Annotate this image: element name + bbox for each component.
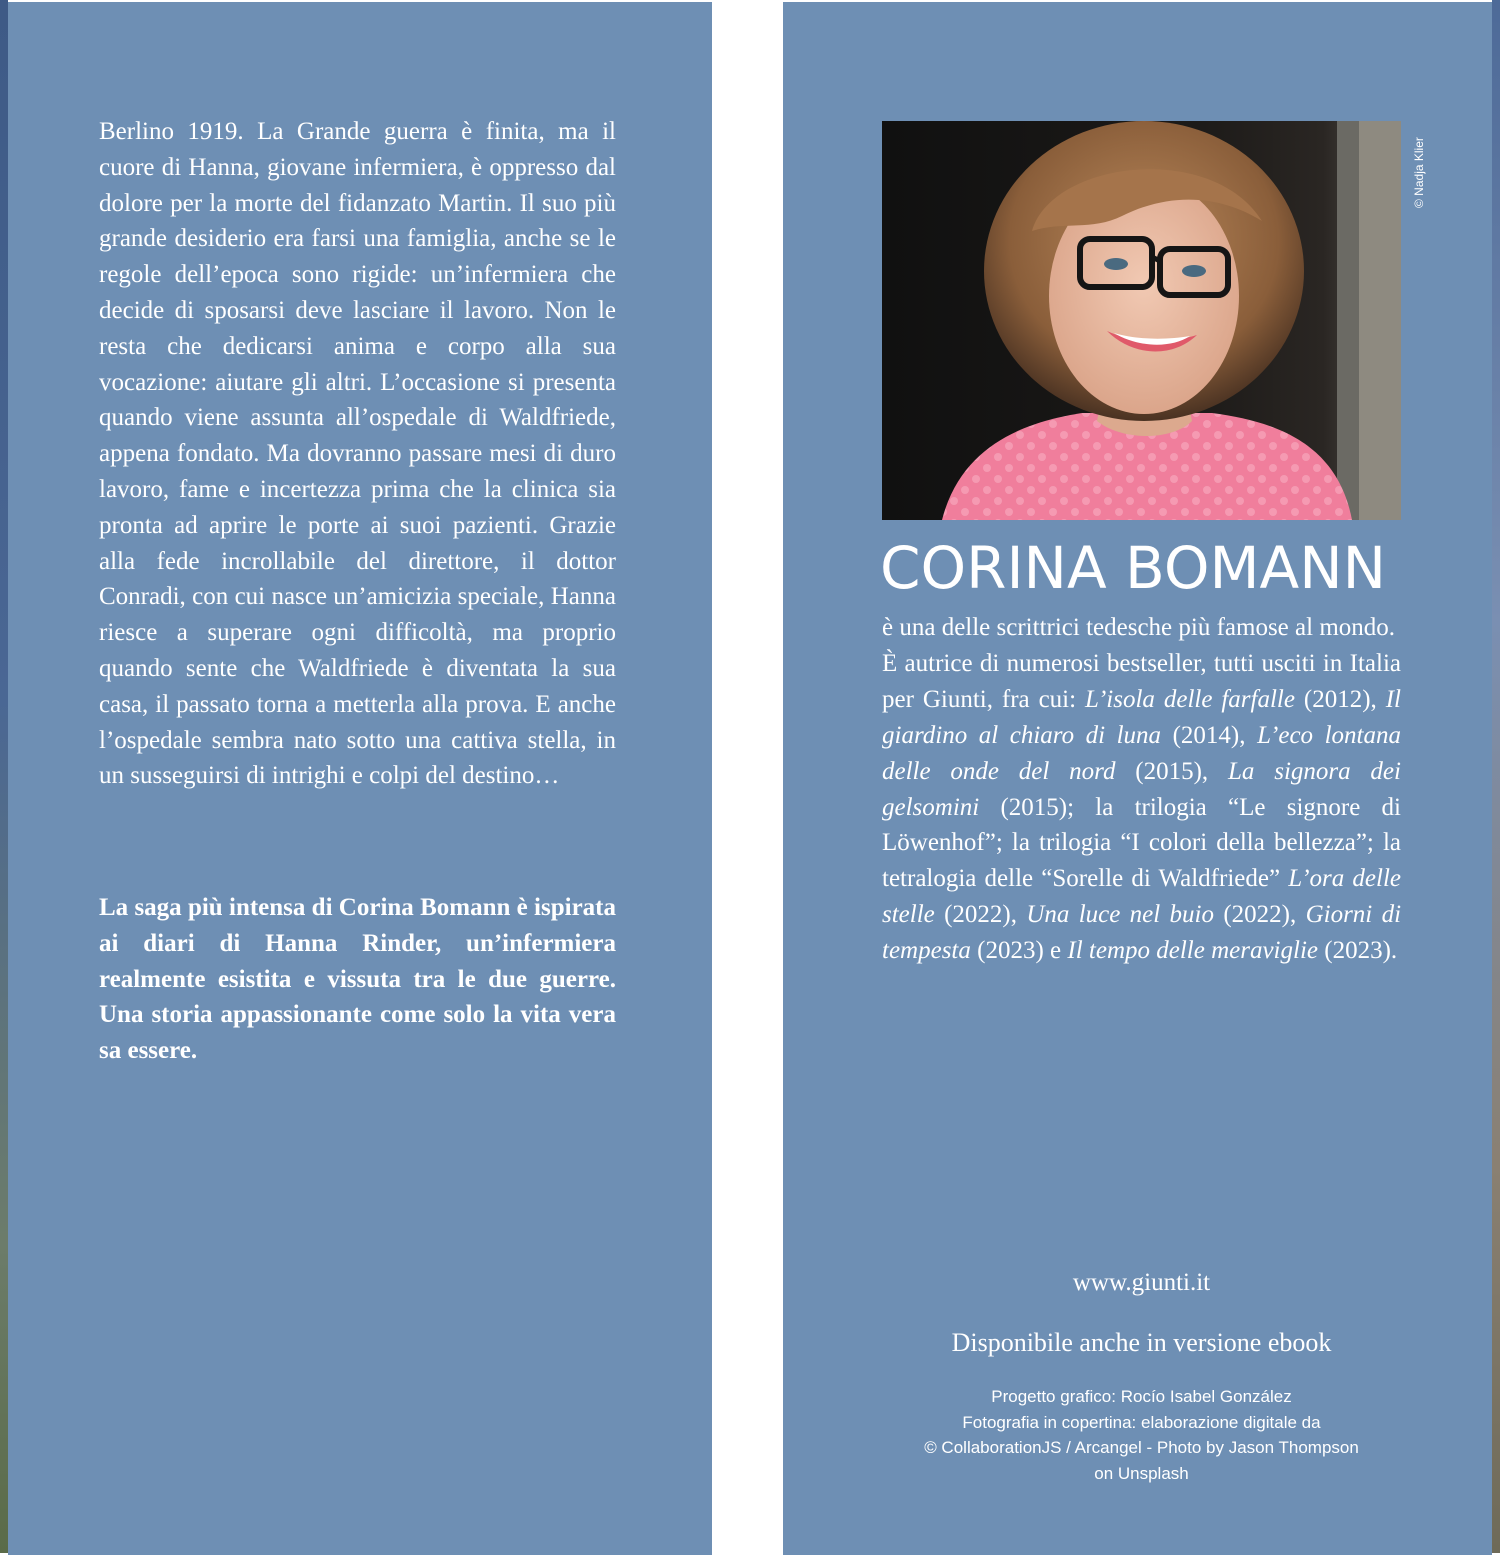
bio-text: (2012), [1294, 685, 1386, 713]
ebook-note: Disponibile anche in versione ebook [951, 1328, 1332, 1357]
book-title: L’ora delle stelle [882, 865, 1401, 929]
publisher-website: www.giunti.it [1072, 1269, 1211, 1296]
author-name: CORINA BOMANN [880, 534, 1386, 602]
bio-intro: è una delle scrittrici tedesche più famose al mondo. [882, 614, 1396, 641]
book-title: Il giardino al chiaro di luna [882, 685, 1401, 749]
bio-text: (2022), [1214, 901, 1306, 929]
photo-credit: © Nadja Klier [1412, 137, 1426, 208]
author-photo [882, 121, 1401, 520]
design-credits [882, 1384, 1401, 1486]
bio-text: (2015); la trilogia “Le signore di Löwenhof”; la trilogia “I colori della bellezza”; la tetralogia delle “Sorelle di Waldfriede” [882, 793, 1401, 893]
cover-image-edge-left [0, 0, 8, 1553]
bio-text: (2022), [934, 901, 1027, 929]
bio-text: È autrice di numerosi bestseller, tutti usciti in Italia per Giunti, fra cui: [882, 649, 1401, 713]
bio-text: (2023) e [970, 937, 1068, 965]
bio-text: (2015), [1115, 757, 1228, 785]
book-title: Il tempo delle meraviglie [1067, 937, 1318, 965]
bio-text: (2023). [1318, 937, 1398, 965]
bio-text: (2014), [1161, 721, 1258, 749]
credit-line: Fotografia in copertina: elaborazione digitale da [962, 1412, 1321, 1432]
book-title: L’eco lontana delle onde del nord [882, 721, 1401, 785]
credit-line: on Unsplash [1094, 1463, 1189, 1483]
book-title: Una luce nel buio [1026, 901, 1214, 929]
book-title: L’isola delle farfalle [1085, 685, 1295, 713]
cover-image-edge-right [1492, 0, 1500, 1553]
tagline-text: La saga più intensa di Corina Bomann è ispirata ai diari di Hanna Rinder, un’infermiera realmente esistita e vissuta tra le due guerre. Una storia appassionante come solo la vita vera sa essere. [99, 894, 616, 1065]
credit-line: © CollaborationJS / Arcangel - Photo by Jason Thompson [924, 1438, 1359, 1457]
credit-line: Progetto grafico: Rocío Isabel González [991, 1387, 1292, 1406]
bio-works [882, 646, 1401, 969]
author-bio [882, 610, 1401, 969]
book-title: Giorni di tempesta [882, 901, 1402, 965]
synopsis-text: Berlino 1919. La Grande guerra è finita, ma il cuore di Hanna, giovane infermiera, è oppresso dal dolore per la morte del fidanzato Martin. Il suo più grande desiderio era farsi una famiglia, anche se le regole dell’epoca sono rigide: un’infermiera che decide di sposarsi deve lasciare il lavoro. Non le resta che dedicarsi anima e corpo alla sua vocazione: aiutare gli altri. L’occasione si presenta quando viene assunta all’ospedale di Waldfriede, appena fondato. Ma dovranno passare mesi di duro lavoro, fame e incertezza prima che la clinica sia pronta ad aprire le porte ai suoi pazienti. Grazie alla fede incrollabile del direttore, il dottor Conradi, con cui nasce un’amicizia speciale, Hanna riesce a superare ogni difficoltà, ma proprio quando sente che Waldfriede è diventata la sua casa, il passato torna a metterla alla prova. E anche l’ospedale sembra nato sotto una cattiva stella, in un susseguirsi di intrighi e colpi del destino… [99, 118, 616, 790]
book-title: La signora dei gelsomini [882, 757, 1401, 821]
